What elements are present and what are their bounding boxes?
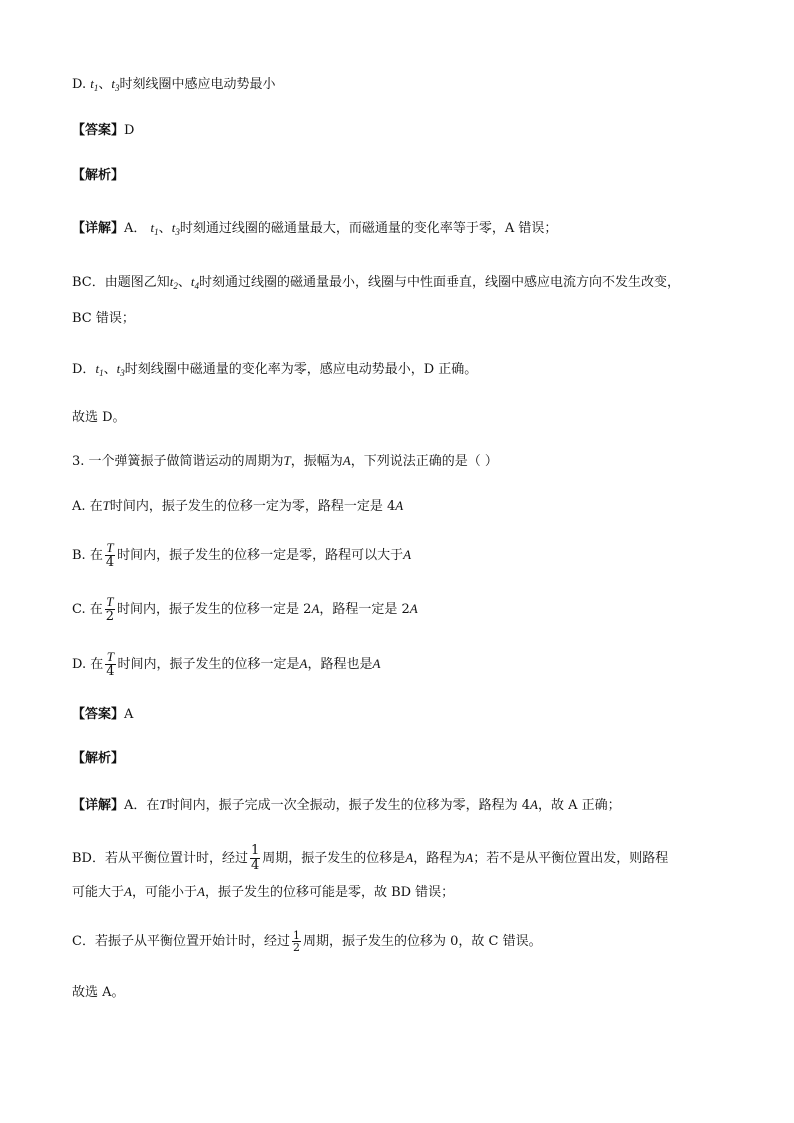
- fraction: $\frac{T}{4}$: [105, 540, 115, 570]
- detail-line-d: D．$t_1$、$t_3$时刻线圈中磁通量的变化率为零，感应电动势最小，D 正确。: [72, 361, 478, 378]
- fraction: $\frac{T}{4}$: [106, 649, 115, 679]
- detail-line-bc-cont: BC 错误；: [72, 311, 135, 326]
- fraction: $\frac{1}{2}$: [292, 929, 300, 954]
- question-3-option-a: A. 在T时间内，振子发生的位移一定为零，路程一定是 4A: [72, 498, 404, 514]
- option-label: D.: [72, 77, 87, 92]
- fraction: $\frac{T}{2}$: [105, 594, 115, 624]
- detail-line-a-2: 【详解】A．在T时间内，振子完成一次全振动，振子发生的位移为零，路程为 4A，故 A 正确；: [72, 797, 621, 813]
- detail-line-bd: BD．若从平衡位置计时，经过 $\frac{1}{4}$ 周期，振子发生的位移是A，路程为A；若不是从平衡位置出发，则路程: [72, 843, 669, 873]
- detail-tag: 【详解】: [72, 221, 125, 236]
- conclusion-line-2: 故选 A。: [72, 985, 125, 1000]
- analysis-heading: 【解析】: [72, 168, 125, 183]
- fraction: $\frac{1}{4}$: [250, 843, 260, 873]
- var-t1: $t_1$: [90, 76, 99, 93]
- question-3: 3. 一个弹簧振子做简谐运动的周期为T，振幅为A，下列说法正确的是（ ）: [72, 453, 498, 469]
- detail-line-a: 【详解】A． $t_1$、$t_3$时刻通过线圈的磁通量最大，而磁通量的变化率等于零，A 错误；: [72, 220, 558, 237]
- answer-line: [72, 121, 134, 141]
- answer-value: D: [124, 123, 135, 138]
- detail-line-c: C．若振子从平衡位置开始计时，经过 $\frac{1}{2}$ 周期，振子发生的位移为 0，故 C 错误。: [72, 929, 542, 954]
- answer-tag: 【答案】: [72, 123, 125, 138]
- option-d-line: D. $t_1$、$t_3$时刻线圈中感应电动势最小: [72, 76, 276, 93]
- var-t3: $t_3$: [111, 76, 120, 93]
- question-3-option-c: C. 在 $\frac{T}{2}$ 时间内，振子发生的位移一定是 2A，路程一定是 2A: [72, 594, 418, 624]
- detail-line-bc: BC．由题图乙知$t_2$、$t_4$时刻通过线圈的磁通量最小，线圈与中性面垂直，线圈中感应电流方向不发生改变，: [72, 274, 681, 291]
- answer-line-2: 【答案】A: [72, 707, 134, 722]
- question-3-option-d: D. 在 $\frac{T}{4}$ 时间内，振子发生的位移一定是A，路程也是A: [72, 649, 381, 679]
- question-3-option-b: B. 在 $\frac{T}{4}$ 时间内，振子发生的位移一定是零，路程可以大于A: [72, 540, 412, 570]
- analysis-heading-2: 【解析】: [72, 751, 125, 766]
- detail-line-bd-cont: 可能大于A，可能小于A，振子发生的位移可能是零，故 BD 错误；: [72, 884, 455, 900]
- conclusion-line: 故选 D。: [72, 410, 126, 425]
